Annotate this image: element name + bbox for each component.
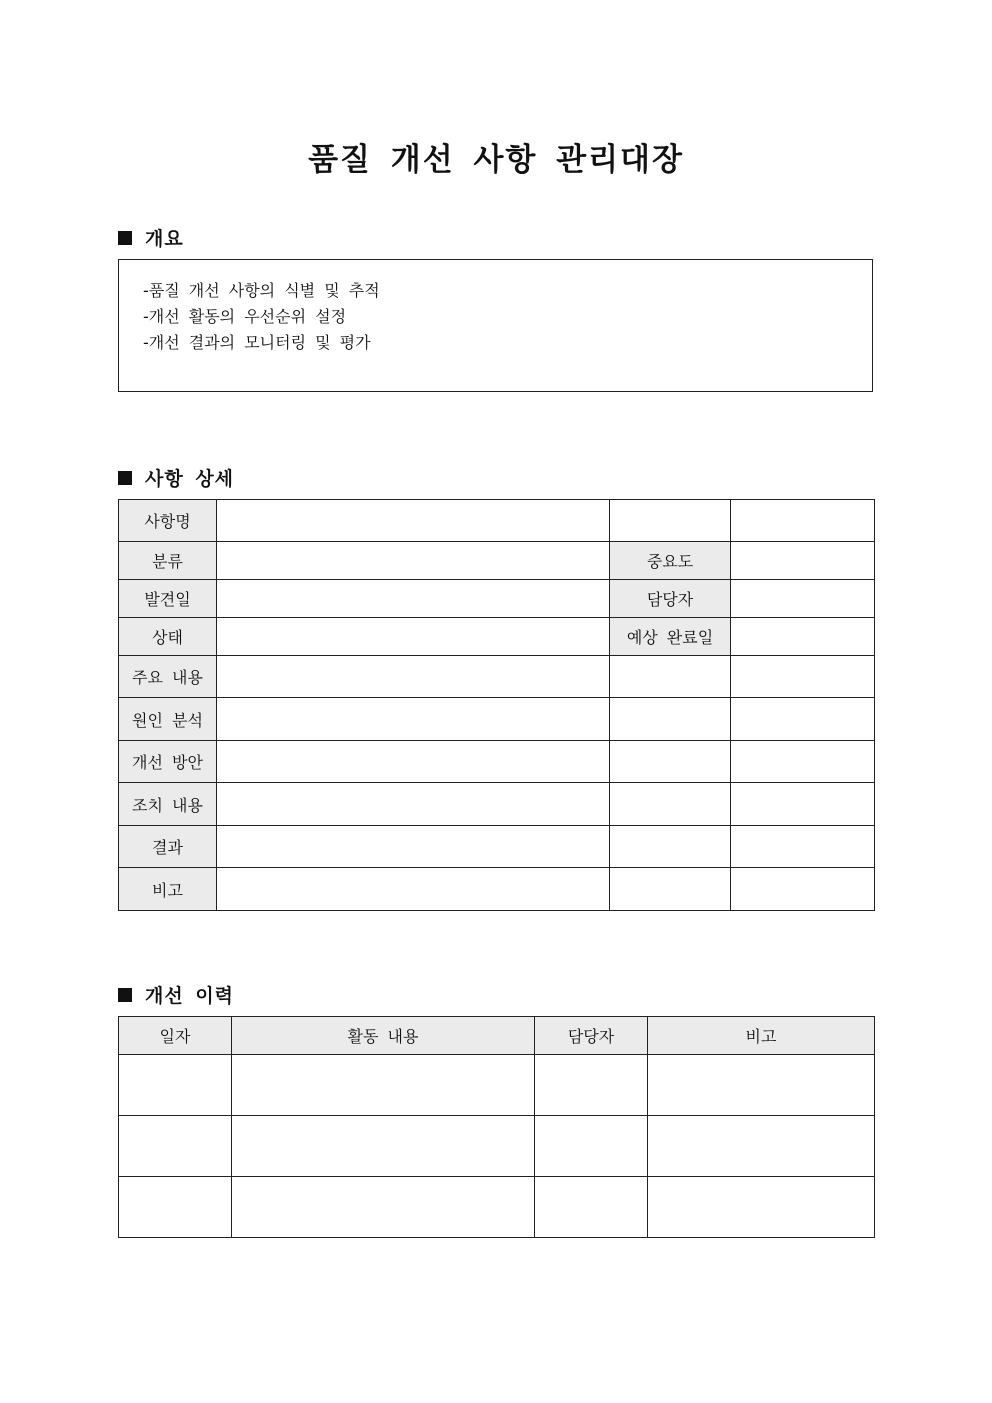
row-label-owner: 담당자 — [610, 580, 731, 618]
blank-value-cell[interactable] — [731, 656, 875, 698]
row-label-found-date: 발견일 — [119, 580, 217, 618]
detail-heading-label: 사항 상세 — [145, 468, 235, 490]
blank-label-cell — [610, 868, 731, 911]
detail-row — [119, 826, 875, 868]
row-label-cause-analysis: 원인 분석 — [119, 698, 217, 741]
date-cell[interactable] — [119, 1116, 232, 1177]
overview-line: -개선 활동의 우선순위 설정 — [143, 307, 347, 326]
column-header-remarks: 비고 — [648, 1017, 875, 1055]
row-label-status: 상태 — [119, 618, 217, 656]
detail-table — [118, 499, 875, 911]
owner-cell[interactable] — [535, 1116, 648, 1177]
detail-row — [119, 618, 875, 656]
cause-analysis-value-cell[interactable] — [217, 698, 610, 741]
blank-value-cell[interactable] — [731, 783, 875, 826]
row-label-improvement-plan: 개선 방안 — [119, 741, 217, 783]
date-cell[interactable] — [119, 1055, 232, 1116]
owner-cell[interactable] — [535, 1177, 648, 1238]
activity-cell[interactable] — [232, 1177, 535, 1238]
action-content-value-cell[interactable] — [217, 783, 610, 826]
blank-value-cell[interactable] — [731, 826, 875, 868]
detail-row — [119, 741, 875, 783]
row-label-name: 사항명 — [119, 500, 217, 542]
row-label-importance: 중요도 — [610, 542, 731, 580]
history-heading-label: 개선 이력 — [145, 985, 235, 1007]
history-header-row — [119, 1017, 875, 1055]
remarks-cell[interactable] — [648, 1055, 875, 1116]
detail-row — [119, 580, 875, 618]
overview-heading-label: 개요 — [145, 228, 184, 250]
detail-heading — [118, 464, 234, 491]
name-value-cell[interactable] — [217, 500, 610, 542]
detail-row — [119, 783, 875, 826]
column-header-activity: 활동 내용 — [232, 1017, 535, 1055]
row-label-category: 분류 — [119, 542, 217, 580]
overview-heading — [118, 224, 184, 251]
detail-row — [119, 500, 875, 542]
owner-cell[interactable] — [535, 1055, 648, 1116]
square-bullet-icon — [118, 471, 132, 485]
row-label-remarks: 비고 — [119, 868, 217, 911]
history-heading — [118, 981, 234, 1008]
row-label-expected-completion: 예상 완료일 — [610, 618, 731, 656]
detail-row — [119, 542, 875, 580]
remarks-cell[interactable] — [648, 1116, 875, 1177]
main-content-value-cell[interactable] — [217, 656, 610, 698]
overview-line: -개선 결과의 모니터링 및 평가 — [143, 333, 371, 352]
history-table — [118, 1016, 875, 1238]
blank-label-cell — [610, 783, 731, 826]
overview-line: -품질 개선 사항의 식별 및 추적 — [143, 281, 380, 300]
square-bullet-icon — [118, 231, 132, 245]
row-label-action-content: 조치 내용 — [119, 783, 217, 826]
activity-cell[interactable] — [232, 1055, 535, 1116]
remarks-cell[interactable] — [648, 1177, 875, 1238]
improvement-plan-value-cell[interactable] — [217, 741, 610, 783]
overview-box — [118, 259, 873, 392]
importance-value-cell[interactable] — [731, 542, 875, 580]
status-value-cell[interactable] — [217, 618, 610, 656]
blank-label-cell — [610, 500, 731, 542]
blank-value-cell[interactable] — [731, 868, 875, 911]
table-row — [119, 1055, 875, 1116]
result-value-cell[interactable] — [217, 826, 610, 868]
blank-label-cell — [610, 826, 731, 868]
detail-row — [119, 656, 875, 698]
found-date-value-cell[interactable] — [217, 580, 610, 618]
expected-completion-value-cell[interactable] — [731, 618, 875, 656]
table-row — [119, 1177, 875, 1238]
date-cell[interactable] — [119, 1177, 232, 1238]
detail-row — [119, 698, 875, 741]
activity-cell[interactable] — [232, 1116, 535, 1177]
table-row — [119, 1116, 875, 1177]
category-value-cell[interactable] — [217, 542, 610, 580]
blank-label-cell — [610, 698, 731, 741]
row-label-result: 결과 — [119, 826, 217, 868]
blank-value-cell[interactable] — [731, 500, 875, 542]
blank-value-cell[interactable] — [731, 698, 875, 741]
page-title: 품질 개선 사항 관리대장 — [308, 142, 684, 178]
detail-row — [119, 868, 875, 911]
blank-label-cell — [610, 741, 731, 783]
remarks-value-cell[interactable] — [217, 868, 610, 911]
blank-label-cell — [610, 656, 731, 698]
owner-value-cell[interactable] — [731, 580, 875, 618]
square-bullet-icon — [118, 988, 132, 1002]
column-header-date: 일자 — [119, 1017, 232, 1055]
column-header-owner: 담당자 — [535, 1017, 648, 1055]
row-label-main-content: 주요 내용 — [119, 656, 217, 698]
blank-value-cell[interactable] — [731, 741, 875, 783]
